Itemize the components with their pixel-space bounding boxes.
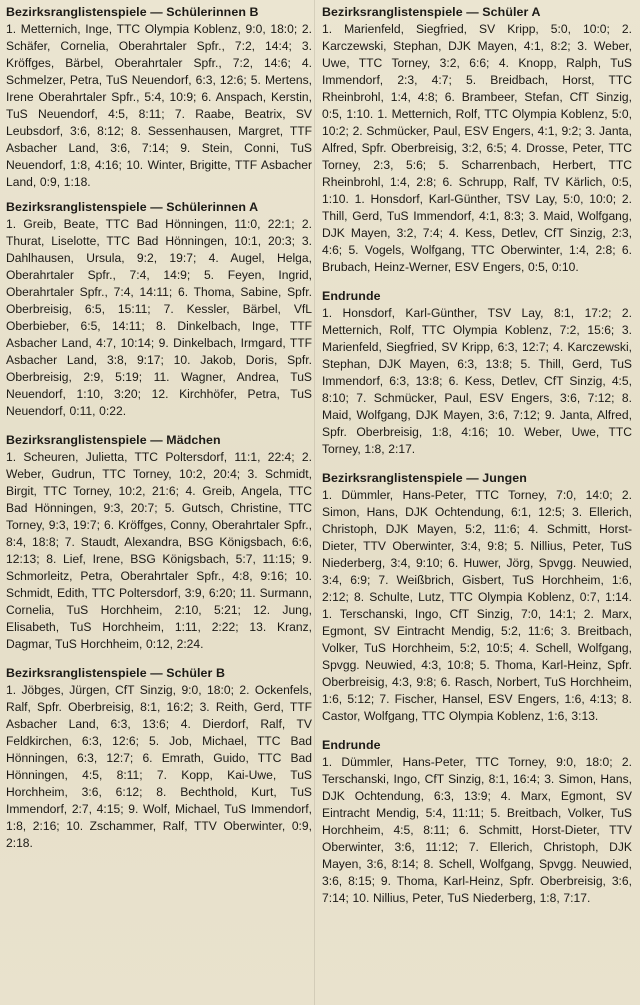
section-results: 1. Dümmler, Hans-Peter, TTC Torney, 9:0, 18:0; 2. Terschanski, Ingo, CfT Sinzig, 8:1, 16:4; 3. Simon, Hans, DJK Ochtendung, 6:3, 13:9; 4. Marx, Egmont, SV Eintracht Mendig, 5:4, 11:11; 5. Breitbach, Volker, TuS Horchheim, 4:5, 8:11; 6. Schmitt, Horst-Dieter, TTV Oberwinter, 3:6, 11:12; 7. Ellerich, Christoph, DJK Mayen, 3:6, 8:14; 8. Schell, Wolfgang, Spvgg. Neuwied, 3:6, 8:15; 9. Thoma, Karl-Heinz, Spfr. Oberbreisig, 3:6, 7:14; 10. Nillius, Peter, TuS Niederberg, 1:8, 7:17. xyxy=(322,755,632,905)
section-heading: Bezirksranglistenspiele — Mädchen xyxy=(6,433,221,447)
section-heading: Bezirksranglistenspiele — Schüler B xyxy=(6,666,226,680)
section-schueler-a xyxy=(322,4,632,276)
section-results: 1. Metternich, Inge, TTC Olympia Koblenz, 9:0, 18:0; 2. Schäfer, Cornelia, Oberahrtaler Spfr., 7:2, 14:4; 3. Kröffges, Bärbel, Oberahrtaler Spfr., 7:2, 14:6; 4. Schmelzer, Petra, TuS Neuendorf, 6:3, 12:6; 5. Mertens, Irene Oberahrtaler Spfr., 5:4, 10:9; 6. Anspach, Kerstin, TuS Neuendorf, 4:5, 8:11; 7. Raabe, Beatrix, SV Leubsdorf, 3:6, 8:12; 8. Sessenhausen, Margret, TTF Asbacher Land, 3:6, 7:14; 9. Stein, Conni, TuS Neuendorf, 1:8, 4:16; 10. Winter, Brigitte, TTF Asbacher Land, 0:9, 1:18. xyxy=(6,22,312,189)
section-endrunde-jungen xyxy=(322,737,632,907)
section-results: 1. Jöbges, Jürgen, CfT Sinzig, 9:0, 18:0; 2. Ockenfels, Ralf, Spfr. Oberbreisig, 8:1, 16:2; 3. Reith, Gerd, TTF Asbacher Land, 6:3, 13:6; 4. Dierdorf, Ralf, TV Feldkirchen, 6:3, 12:6; 5. Job, Michael, TTC Bad Hönningen, 6:3, 12:7; 6. Emrath, Guido, TTC Bad Hönningen, 4:5, 8:11; 7. Kopp, Kai-Uwe, TuS Horchheim, 3:6, 6:12; 8. Bechthold, Kurt, TuS Immendorf, 2:7, 4:15; 9. Wolf, Michael, TuS Immendorf, 1:8, 2:16; 10. Zschammer, Ralf, TTV Oberwinter, 0:9, 2:18. xyxy=(6,683,312,850)
section-schuelerinnen-b xyxy=(6,4,312,191)
right-column xyxy=(322,4,632,913)
section-schuelerinnen-a xyxy=(6,199,312,420)
section-heading: Bezirksranglistenspiele — Schülerinnen A xyxy=(6,200,259,214)
section-schueler-b xyxy=(6,665,312,852)
section-heading: Bezirksranglistenspiele — Jungen xyxy=(322,471,527,485)
section-results: 1. Marienfeld, Siegfried, SV Kripp, 5:0, 10:0; 2. Karczewski, Stephan, DJK Mayen, 4:1, 8:2; 3. Weber, Uwe, TTC Torney, 3:2, 6:6; 4. Knopp, Ralph, TuS Immendorf, 2:3, 4:7; 5. Breidbach, Horst, TTC Rheinbrohl, 1:4, 4:8; 6. Brambeer, Stefan, CfT Sinzig, 0:5, 1:10. 1. Metternich, Rolf, TTC Olympia Koblenz, 5:0, 10:2; 2. Schmücker, Paul, ESV Engers, 4:1, 9:2; 3. Janta, Alfred, Spfr. Oberbreisig, 3:2, 6:5; 4. Drosse, Peter, TTC Torney, 2:3, 5:6; 5. Scharrenbach, Herbert, TTC Rheinbrohl, 1:4, 2:8; 6. Schrupp, Ralf, TV Kärlich, 0:5, 1:10. 1. Honsdorf, Karl-Günther, TSV Lay, 5:0, 10:0; 2. Thill, Gerd, TuS Immendorf, 4:1, 8:3; 3. Maid, Wolfgang, DJK Mayen, 3:2, 7:4; 4. Kess, Detlev, CfT Sinzig, 2:3, 4:6; 5. Vogels, Wolfgang, TTC Oberwinter, 1:4, 2:8; 6. Brubach, Heinz-Werner, ESV Engers, 0:5, 0:10. xyxy=(322,22,632,274)
section-results: 1. Greib, Beate, TTC Bad Hönningen, 11:0, 22:1; 2. Thurat, Liselotte, TTC Bad Hönningen, 10:1, 20:3; 3. Dahlhausen, Ursula, 9:2, 19:7; 4. Augel, Helga, Oberahrtaler Spfr., 7:4, 14:9; 5. Feyen, Ingrid, Oberahrtaler Spfr., 7:4, 14:11; 6. Thoma, Sabine, Spfr. Oberbreisig, 6:5, 15:11; 7. Kessler, Bärbel, VfL Oberbieber, 6:5, 14:11; 8. Dinkelbach, Inge, TTF Asbacher Land, 4:7, 10:14; 9. Dinkelbach, Irmgard, TTF Asbacher Land, 3:8, 9:17; 10. Jakob, Doris, Spfr. Oberbreisig, 2:9, 5:19; 11. Wagner, Andrea, TuS Neuendorf, 1:10, 3:20; 12. Kirchhöfer, Petra, TuS Neuendorf, 0:11, 0:22. xyxy=(6,217,312,418)
section-results: 1. Scheuren, Julietta, TTC Poltersdorf, 11:1, 22:4; 2. Weber, Gudrun, TTC Torney, 10:2, 20:4; 3. Schmidt, Birgit, TTC Torney, 10:2, 21:6; 4. Greib, Angela, TTC Bad Hönningen, 9:3, 20:7; 5. Gutsch, Christine, TTC Torney, 9:3, 19:7; 6. Kröffges, Conny, Oberahrtaler Spfr., 8:4, 18:8; 7. Staudt, Alexandra, BSG Königsbach, 6:6, 12:13; 8. Lief, Irene, BSG Königsbach, 5:7, 11:15; 9. Schmorleitz, Petra, Oberahrtaler Spfr., 4:8, 9:16; 10. Schmidt, Edith, TTC Poltersdorf, 3:9, 6:20; 11. Surmann, Cornelia, TuS Horchheim, 2:10, 5:21; 12. Jung, Elisabeth, TuS Horchheim, 1:11, 2:22; 13. Kranz, Dagmar, TuS Horchheim, 0:12, 2:24. xyxy=(6,450,312,651)
section-endrunde-schueler xyxy=(322,288,632,458)
section-results: 1. Honsdorf, Karl-Günther, TSV Lay, 8:1, 17:2; 2. Metternich, Rolf, TTC Olympia Koblenz, 7:2, 15:6; 3. Marienfeld, Siegfried, SV Kripp, 6:3, 12:7; 4. Karczewski, Stephan, DJK Mayen, 6:3, 13:8; 5. Thill, Gerd, TuS Immendorf, 6:3, 13:8; 6. Kess, Detlev, CfT Sinzig, 4:5, 8:10; 7. Schmücker, Paul, ESV Engers, 3:6, 7:12; 8. Maid, Wolfgang, DJK Mayen, 3:6, 7:12; 9. Janta, Alfred, Spfr. Oberbreisig, 1:8, 4:16; 10. Weber, Uwe, TTC Torney, 1:8, 2:17. xyxy=(322,306,632,456)
column-divider xyxy=(314,0,315,1005)
section-maedchen xyxy=(6,432,312,653)
section-heading: Endrunde xyxy=(322,289,381,303)
section-heading: Bezirksranglistenspiele — Schülerinnen B xyxy=(6,5,259,19)
section-heading: Endrunde xyxy=(322,738,381,752)
section-results: 1. Dümmler, Hans-Peter, TTC Torney, 7:0, 14:0; 2. Simon, Hans, DJK Ochtendung, 6:1, 12:5; 3. Ellerich, Christoph, DJK Mayen, 5:2, 11:6; 4. Schmitt, Horst-Dieter, TTV Oberwinter, 3:4, 9:8; 5. Nillius, Peter, TuS Niederberg, 3:4, 9:10; 6. Huwer, Jörg, Spvgg. Neuwied, 3:4, 6:9; 7. Weißbrich, Gisbert, TuS Horchheim, 1:6, 2:12; 8. Schulte, Lutz, TTC Olympia Koblenz, 0:7, 1:14. 1. Terschanski, Ingo, CfT Sinzig, 7:0, 14:1; 2. Marx, Egmont, SV Eintracht Mendig, 5:2, 11:6; 3. Breitbach, Volker, TuS Horchheim, 5:2, 10:5; 4. Schell, Wolfgang, Spvgg. Neuwied, 4:3, 10:8; 5. Thoma, Karl-Heinz, Spfr. Oberbreisig, 4:3, 9:8; 6. Rasch, Norbert, TuS Horchheim, 1:6, 5:12; 7. Fischer, Hansel, ESV Engers, 1:6, 4:13; 8. Castor, Wolfgang, TTC Olympia Koblenz, 1:6, 3:13. xyxy=(322,488,632,723)
section-heading: Bezirksranglistenspiele — Schüler A xyxy=(322,5,541,19)
section-jungen xyxy=(322,470,632,725)
left-column xyxy=(6,4,312,858)
